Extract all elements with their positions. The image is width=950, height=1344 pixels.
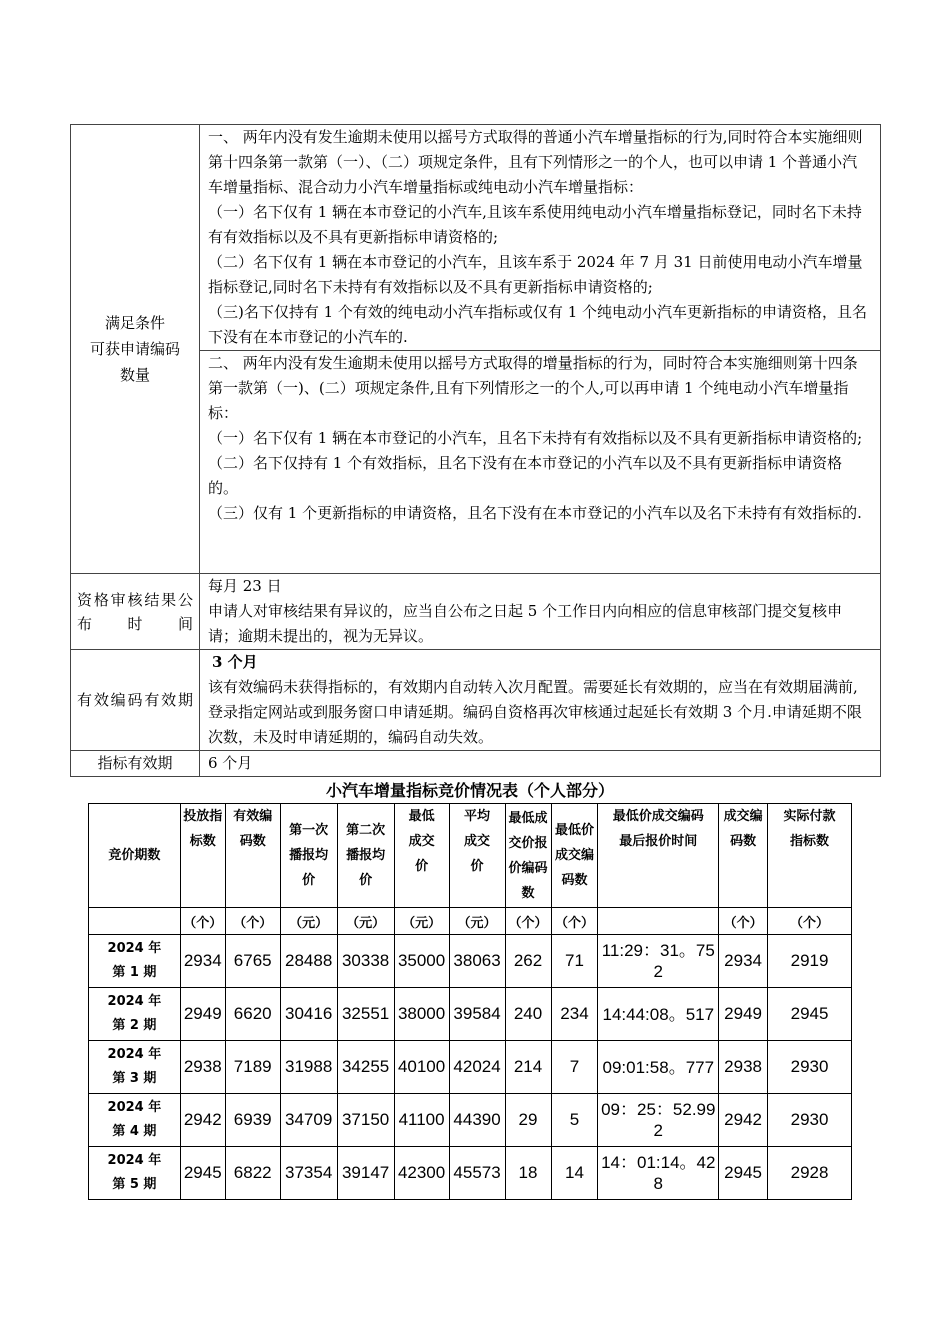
unit-cell <box>89 908 181 935</box>
second-avg-cell: 39147 <box>337 1147 394 1200</box>
unit-cell: （个） <box>719 908 768 935</box>
valid-codes-cell: 6765 <box>225 935 280 988</box>
header-period <box>89 804 181 908</box>
first-avg-cell: 31988 <box>280 1041 337 1094</box>
quota-value: 6 个月 <box>200 751 881 777</box>
header-row <box>89 804 852 908</box>
quota-cell: 2938 <box>180 1041 225 1094</box>
unit-cell: （个） <box>225 908 280 935</box>
review-text: 申请人对审核结果有异议的，应当自公布之日起 5 个工作日内向相应的信息审核部门提交复核申请；逾期未提出的，视为无异议。 <box>208 602 843 645</box>
auction-table-title: 小汽车增量指标竞价情况表（个人部分） <box>325 781 614 800</box>
section-one-item-2: （二）名下仅有 1 辆在本市登记的小汽车，且该车系于 2024 年 7 月 31 日前使用电动小汽车增量指标登记,同时名下未持有有效指标以及不具有更新指标申请资格的; <box>208 253 863 296</box>
first-avg-cell: 34709 <box>280 1094 337 1147</box>
quota-cell: 2949 <box>180 988 225 1041</box>
validity-row <box>71 650 881 751</box>
quota-cell: 2945 <box>180 1147 225 1200</box>
paid-cell: 2930 <box>768 1094 852 1147</box>
avg-price-cell: 42024 <box>449 1041 505 1094</box>
header-last-bid-time-text: 最低价成交编码最后报价时间 <box>612 809 704 849</box>
header-valid-codes-text: 有效编码数 <box>233 809 273 849</box>
min-bid-codes-cell: 18 <box>505 1147 551 1200</box>
header-min-bid-codes-text: 最低成交价报价编码数 <box>508 810 548 901</box>
header-paid <box>768 804 852 908</box>
avg-price-cell: 39584 <box>449 988 505 1041</box>
unit-cell: （元） <box>394 908 449 935</box>
period-cell: 2024 年 第 1 期 <box>89 935 181 988</box>
first-avg-cell: 30416 <box>280 988 337 1041</box>
review-date: 每月 23 日 <box>208 577 282 595</box>
section-two-item-3: （三）仅有 1 个更新指标的申请资格，且名下没有在本市登记的小汽车以及名下未持有有效指标的. <box>208 504 862 522</box>
last-bid-time-cell: 14：01:14。428 <box>598 1147 719 1200</box>
period-cell: 2024 年 第 3 期 <box>89 1041 181 1094</box>
table-row <box>89 935 852 988</box>
table-row <box>89 1147 852 1200</box>
first-avg-cell: 37354 <box>280 1147 337 1200</box>
header-quota-text: 投放指标数 <box>183 809 223 849</box>
min-deal-codes-cell: 71 <box>551 935 598 988</box>
deal-codes-cell: 2942 <box>719 1094 768 1147</box>
header-avg-price-text: 平均成交价 <box>464 809 491 874</box>
quota-cell: 2942 <box>180 1094 225 1147</box>
min-deal-codes-cell: 5 <box>551 1094 598 1147</box>
unit-cell: （个） <box>551 908 598 935</box>
min-bid-codes-cell: 240 <box>505 988 551 1041</box>
second-avg-cell: 30338 <box>337 935 394 988</box>
header-deal-codes-text: 成交编码数 <box>723 809 763 849</box>
unit-cell: （个） <box>180 908 225 935</box>
second-avg-cell: 34255 <box>337 1041 394 1094</box>
last-bid-time-cell: 09：25：52.992 <box>598 1094 719 1147</box>
deal-codes-cell: 2949 <box>719 988 768 1041</box>
validity-cell <box>200 650 881 751</box>
table-row <box>89 1094 852 1147</box>
validity-label: 有效编码有效期 <box>71 650 200 751</box>
paid-cell: 2930 <box>768 1041 852 1094</box>
avg-price-cell: 38063 <box>449 935 505 988</box>
units-row <box>89 908 852 935</box>
valid-codes-cell: 6620 <box>225 988 280 1041</box>
validity-value: 3 个月 <box>212 653 258 671</box>
unit-cell: （元） <box>449 908 505 935</box>
min-price-cell: 35000 <box>394 935 449 988</box>
min-bid-codes-cell: 262 <box>505 935 551 988</box>
header-min-bid-codes <box>505 804 551 908</box>
paid-cell: 2928 <box>768 1147 852 1200</box>
last-bid-time-cell: 14:44:08。517 <box>598 988 719 1041</box>
min-price-cell: 40100 <box>394 1041 449 1094</box>
min-deal-codes-cell: 7 <box>551 1041 598 1094</box>
min-bid-codes-cell: 214 <box>505 1041 551 1094</box>
header-period-text: 竞价期数 <box>108 848 161 863</box>
quota-cell: 2934 <box>180 935 225 988</box>
valid-codes-cell: 6822 <box>225 1147 280 1200</box>
unit-cell: （个） <box>505 908 551 935</box>
unit-cell: （个） <box>768 908 852 935</box>
rules-table <box>70 124 881 777</box>
min-price-cell: 38000 <box>394 988 449 1041</box>
section-two-item-1: （一）名下仅有 1 辆在本市登记的小汽车，且名下未持有有效指标以及不具有更新指标申请资格的; <box>208 429 863 447</box>
last-bid-time-cell: 09:01:58。777 <box>598 1041 719 1094</box>
review-label: 资格审核结果公布时间 <box>71 574 200 650</box>
header-min-deal-codes-text: 最低价成交编码数 <box>554 823 594 888</box>
header-quota <box>180 804 225 908</box>
header-valid-codes <box>225 804 280 908</box>
section-two-item-2: （二）名下仅持有 1 个有效指标，且名下没有在本市登记的小汽车以及不具有更新指标申请资格的。 <box>208 454 843 497</box>
paid-cell: 2919 <box>768 935 852 988</box>
header-first-avg <box>280 804 337 908</box>
valid-codes-cell: 6939 <box>225 1094 280 1147</box>
unit-cell: （元） <box>337 908 394 935</box>
table-row <box>89 988 852 1041</box>
header-paid-text: 实际付款指标数 <box>783 809 836 849</box>
avg-price-cell: 44390 <box>449 1094 505 1147</box>
period-cell: 2024 年 第 4 期 <box>89 1094 181 1147</box>
period-cell: 2024 年 第 5 期 <box>89 1147 181 1200</box>
auction-table <box>88 803 852 1200</box>
unit-cell: （元） <box>280 908 337 935</box>
quota-row <box>71 751 881 777</box>
min-deal-codes-cell: 234 <box>551 988 598 1041</box>
section-two-intro: 二、 两年内没有发生逾期未使用以摇号方式取得的增量指标的行为，同时符合本实施细则第十四条第一款第（一)、(二）项规定条件,且有下列情形之一的个人,可以再申请 1 个纯电动小汽车增量指标： <box>208 354 858 422</box>
header-min-price <box>394 804 449 908</box>
unit-cell <box>598 908 719 935</box>
min-price-cell: 41100 <box>394 1094 449 1147</box>
last-bid-time-cell: 11:29：31。752 <box>598 935 719 988</box>
period-cell: 2024 年 第 2 期 <box>89 988 181 1041</box>
second-avg-cell: 32551 <box>337 988 394 1041</box>
first-avg-cell: 28488 <box>280 935 337 988</box>
section-two-cell <box>200 351 881 574</box>
second-avg-cell: 37150 <box>337 1094 394 1147</box>
quota-label: 指标有效期 <box>71 751 200 777</box>
section-one-intro: 一、 两年内没有发生逾期未使用以摇号方式取得的普通小汽车增量指标的行为,同时符合本实施细则第十四条第一款第（一）、（二）项规定条件，且有下列情形之一的个人，也可以申请 1 个普通小汽车增量指标、混合动力小汽车增量指标或纯电动小汽车增量指标： <box>208 128 863 196</box>
header-min-deal-codes <box>551 804 598 908</box>
deal-codes-cell: 2934 <box>719 935 768 988</box>
section-one-item-1: （一）名下仅有 1 辆在本市登记的小汽车,且该车系使用纯电动小汽车增量指标登记，同时名下未持有有效指标以及不具有更新指标申请资格的; <box>208 203 862 246</box>
deal-codes-cell: 2938 <box>719 1041 768 1094</box>
header-second-avg-text: 第二次播报均价 <box>346 823 386 888</box>
table-row <box>89 1041 852 1094</box>
conditions-label-text: 满足条件 可获申请编码 数量 <box>89 314 180 384</box>
deal-codes-cell: 2945 <box>719 1147 768 1200</box>
header-first-avg-text: 第一次播报均价 <box>289 823 329 888</box>
avg-price-cell: 45573 <box>449 1147 505 1200</box>
review-cell <box>200 574 881 650</box>
header-second-avg <box>337 804 394 908</box>
review-row <box>71 574 881 650</box>
min-bid-codes-cell: 29 <box>505 1094 551 1147</box>
min-price-cell: 42300 <box>394 1147 449 1200</box>
header-last-bid-time <box>598 804 719 908</box>
header-deal-codes <box>719 804 768 908</box>
section-one-item-3: （三)名下仅持有 1 个有效的纯电动小汽车指标或仅有 1 个纯电动小汽车更新指标的申请资格，且名下没有在本市登记的小汽车的. <box>208 303 868 346</box>
header-min-price-text: 最低成交价 <box>408 809 435 874</box>
conditions-row-one <box>71 125 881 351</box>
header-avg-price <box>449 804 505 908</box>
paid-cell: 2945 <box>768 988 852 1041</box>
section-one-cell <box>200 125 881 351</box>
conditions-label <box>71 125 200 574</box>
min-deal-codes-cell: 14 <box>551 1147 598 1200</box>
valid-codes-cell: 7189 <box>225 1041 280 1094</box>
validity-text: 该有效编码未获得指标的，有效期内自动转入次月配置。需要延长有效期的，应当在有效期届满前,登录指定网站或到服务窗口申请延期。编码自资格再次审核通过起延长有效期 3 个月.申请延期不限次数，未及时申请延期的，编码自动失效。 <box>208 678 862 746</box>
